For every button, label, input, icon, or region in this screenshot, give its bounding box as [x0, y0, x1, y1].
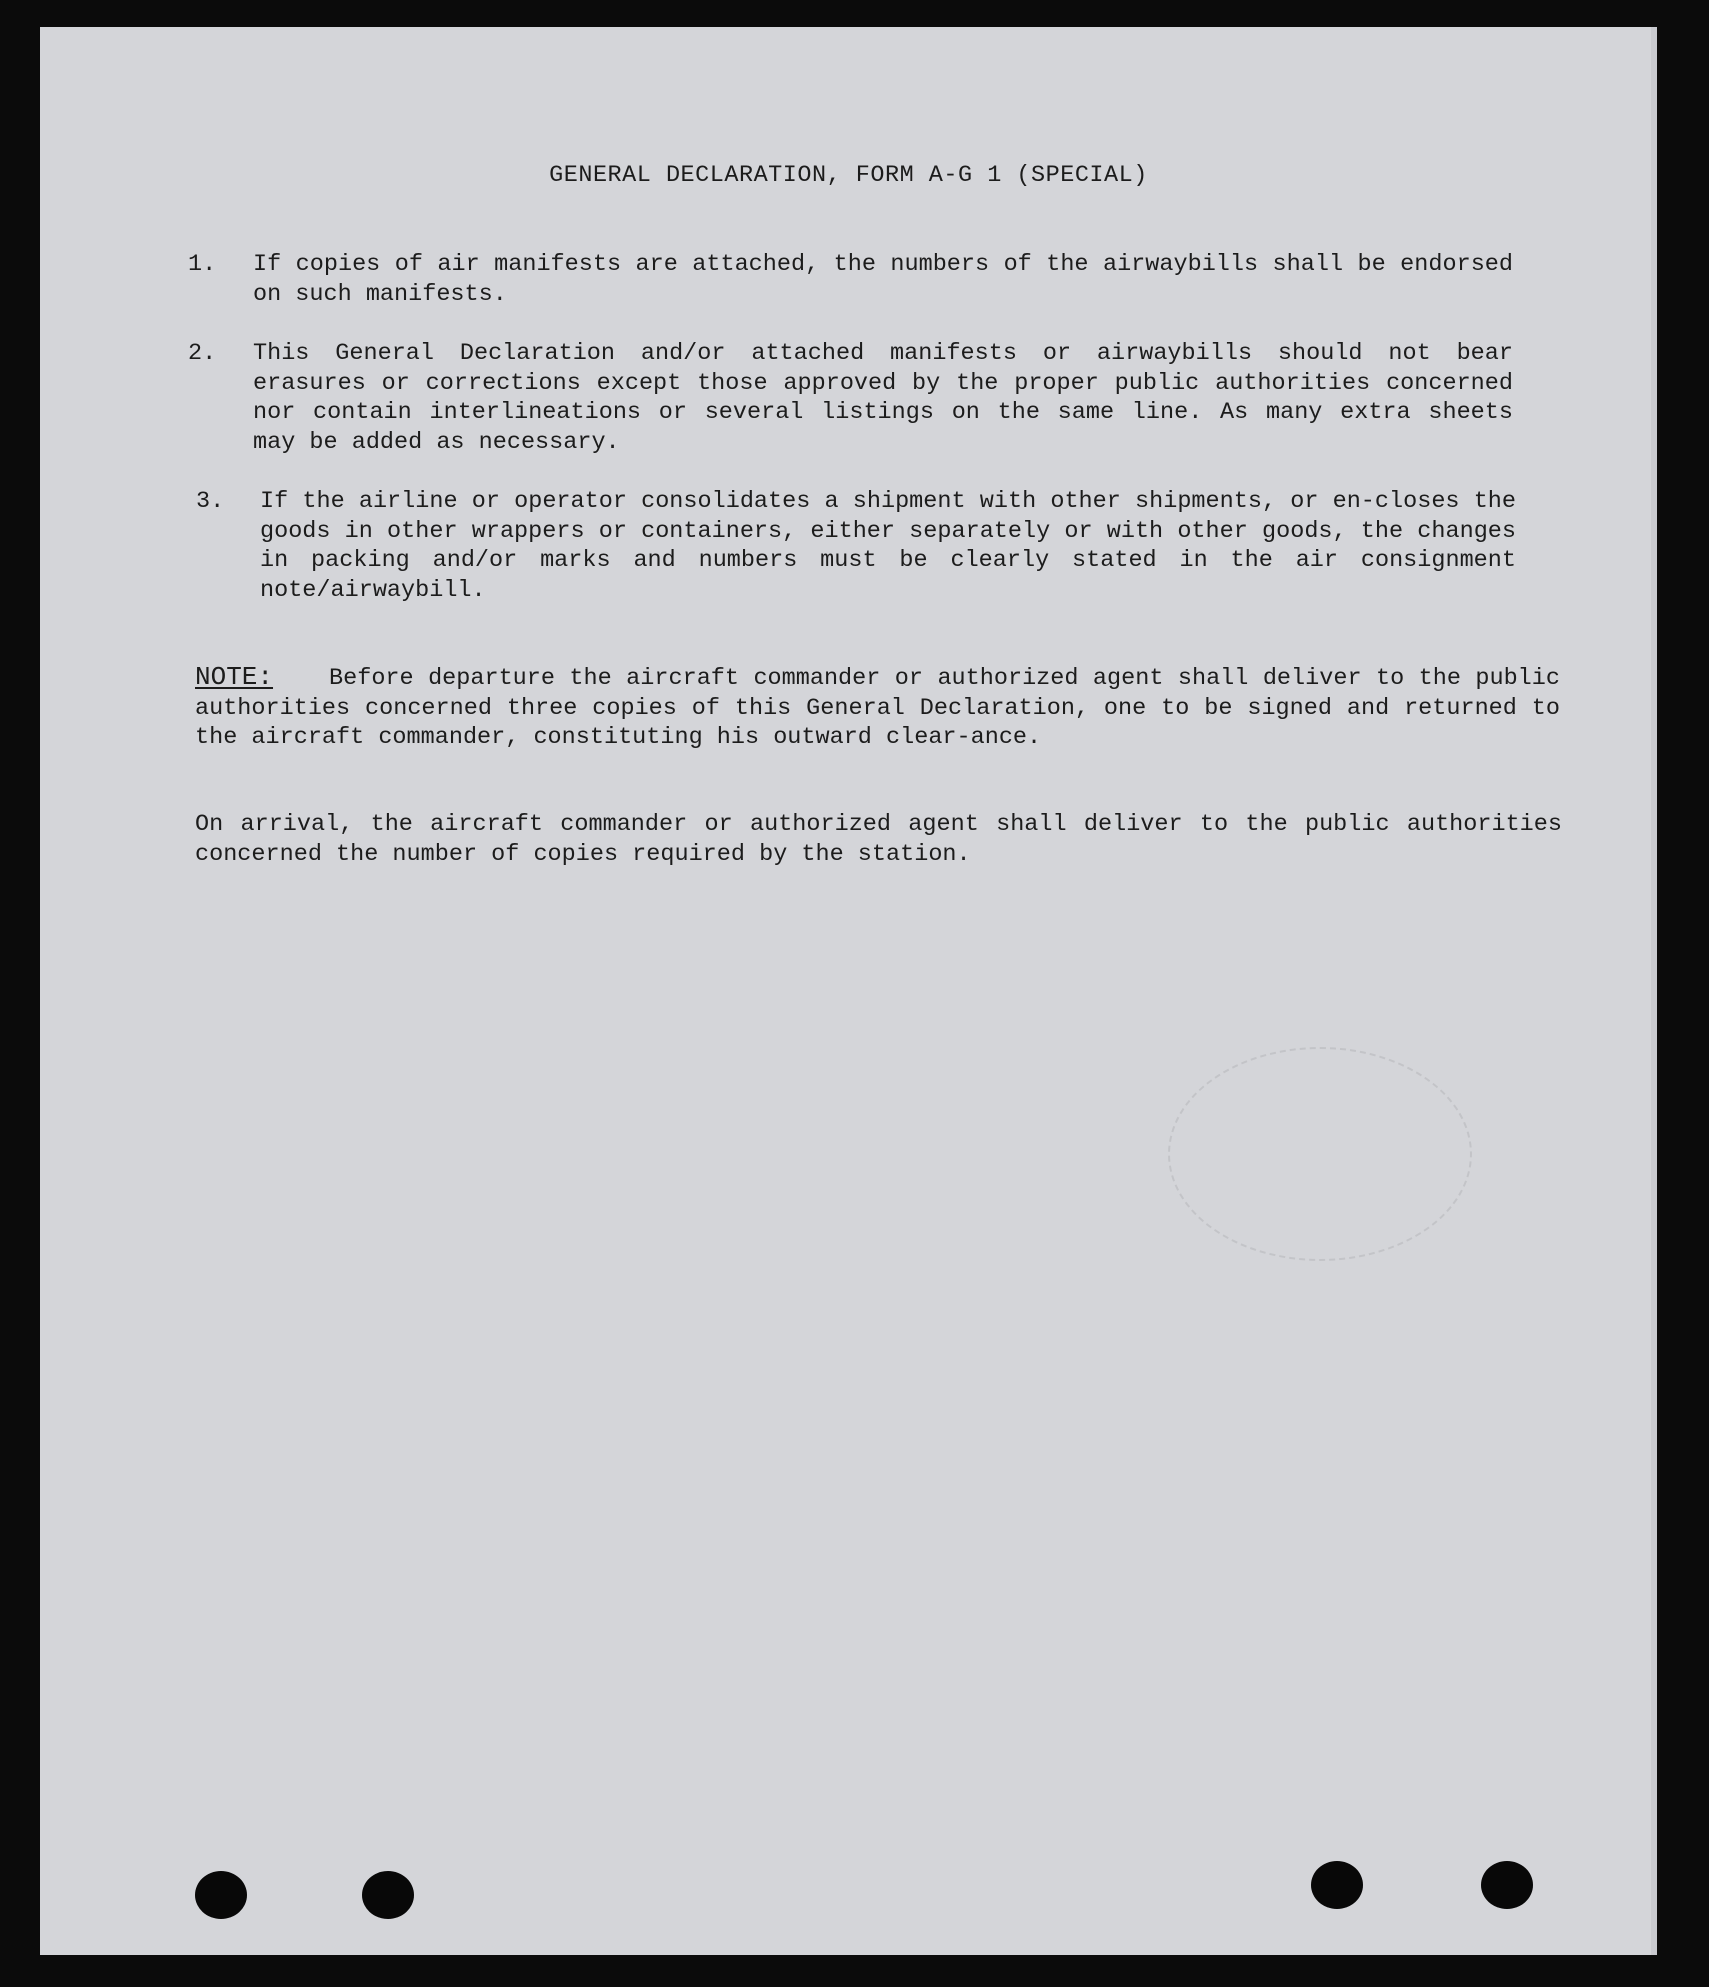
- arrival-paragraph: On arrival, the aircraft commander or authorized agent shall deliver to the public authorities concerned the number of copies required by the station.: [195, 811, 1562, 868]
- note-paragraph: [195, 663, 1560, 753]
- punch-hole: [195, 1871, 247, 1919]
- document-page: [40, 27, 1657, 1955]
- punch-hole: [1311, 1861, 1363, 1909]
- item-number: 3.: [196, 488, 225, 515]
- item-text: If the airline or operator consolidates a shipment with other shipments, or en-closes the goods in other wrappers or containers, either separately or with other goods, the changes in packing and/or marks and numbers must be clearly stated in the air consignment note/airwaybill.: [260, 488, 1516, 604]
- punch-hole: [1481, 1861, 1533, 1909]
- item-text: If copies of air manifests are attached, the numbers of the airwaybills shall be endorsed on such manifests.: [253, 251, 1513, 308]
- note-label: NOTE:: [195, 662, 274, 692]
- item-number: 2.: [188, 340, 217, 367]
- note-text: Before departure the aircraft commander or authorized agent shall deliver to the public authorities concerned three copies of this General Declaration, one to be signed and returned to the aircraft commander, constituting his outward clear-ance.: [195, 665, 1560, 751]
- document-title: GENERAL DECLARATION, FORM A-G 1 (SPECIAL): [549, 162, 1148, 189]
- faded-stamp-mark: [1168, 1047, 1472, 1261]
- item-number: 1.: [188, 251, 217, 278]
- page-edge: [1651, 27, 1657, 1955]
- item-text: This General Declaration and/or attached manifests or airwaybills should not bear erasures or corrections except those approved by the proper public authorities concerned nor contain interlineations or several listings on the same line. As many extra sheets may be added as necessary.: [253, 340, 1513, 456]
- punch-hole: [362, 1871, 414, 1919]
